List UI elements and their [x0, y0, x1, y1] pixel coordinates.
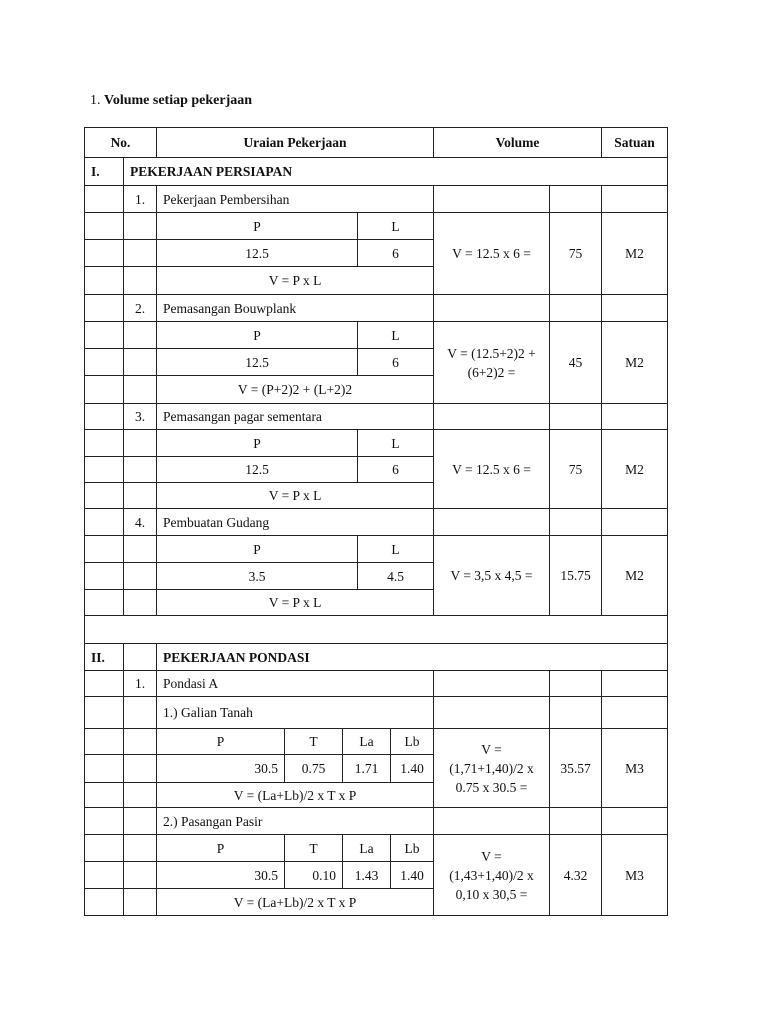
la-value: 1.43 [342, 861, 391, 889]
blank-cell [84, 375, 124, 404]
blank-cell [549, 670, 602, 697]
blank-cell [601, 670, 668, 697]
la-header: La [342, 728, 391, 755]
header-satuan: Satuan [601, 127, 668, 158]
blank-cell [123, 482, 157, 509]
lb-value: 1.40 [390, 754, 434, 783]
blank-cell [601, 807, 668, 835]
blank-cell [123, 266, 157, 295]
blank-cell [84, 403, 124, 430]
formula: V = P x L [156, 266, 434, 295]
l-value: 6 [357, 348, 434, 376]
section-ii-number: II. [84, 643, 124, 671]
blank-cell [84, 696, 124, 729]
heading-title: Volume setiap pekerjaan [104, 93, 253, 108]
blank-cell [84, 212, 124, 240]
section-i-number: I. [84, 157, 124, 186]
spacer-row [84, 615, 668, 644]
blank-cell [123, 429, 157, 457]
unit: M2 [601, 212, 668, 295]
volume-calc-line: 0.75 x 30.5 = [455, 779, 528, 795]
l-value: 6 [357, 239, 434, 267]
blank-cell [84, 456, 124, 483]
blank-cell [433, 185, 550, 213]
blank-cell [433, 696, 550, 729]
blank-cell [84, 728, 124, 755]
blank-cell [123, 562, 157, 590]
item-number: 3. [123, 403, 157, 430]
formula: V = (La+Lb)/2 x T x P [156, 888, 434, 916]
la-header: La [342, 834, 391, 862]
t-value: 0.75 [284, 754, 343, 783]
blank-cell [84, 429, 124, 457]
p-header: P [156, 834, 285, 862]
blank-cell [123, 728, 157, 755]
blank-cell [84, 266, 124, 295]
unit: M2 [601, 535, 668, 616]
p-value: 12.5 [156, 239, 358, 267]
l-header: L [357, 535, 434, 563]
blank-cell [601, 294, 668, 322]
blank-cell [123, 589, 157, 616]
p-value: 12.5 [156, 348, 358, 376]
heading-number: 1. [90, 93, 101, 108]
blank-cell [123, 321, 157, 349]
blank-cell [84, 508, 124, 536]
item-name: Pemasangan pagar sementara [156, 403, 434, 430]
blank-cell [549, 403, 602, 430]
unit: M2 [601, 321, 668, 404]
sub-item-name: 1.) Galian Tanah [156, 696, 434, 729]
blank-cell [84, 321, 124, 349]
volume-calc: V = 12.5 x 6 = [433, 212, 550, 295]
blank-cell [123, 212, 157, 240]
blank-cell [84, 535, 124, 563]
t-header: T [284, 728, 343, 755]
blank-cell [123, 754, 157, 783]
blank-cell [84, 782, 124, 808]
lb-header: Lb [390, 834, 434, 862]
blank-cell [123, 807, 157, 835]
t-header: T [284, 834, 343, 862]
item-name: Pondasi A [156, 670, 434, 697]
blank-cell [84, 670, 124, 697]
blank-cell [84, 562, 124, 590]
blank-cell [549, 807, 602, 835]
blank-cell [123, 239, 157, 267]
t-value: 0.10 [284, 861, 343, 889]
blank-cell [601, 508, 668, 536]
volume-value: 75 [549, 212, 602, 295]
blank-cell [84, 807, 124, 835]
l-header: L [357, 212, 434, 240]
volume-calc-line: (1,71+1,40)/2 x [449, 760, 534, 776]
blank-cell [123, 782, 157, 808]
p-value: 30.5 [156, 754, 285, 783]
blank-cell [549, 185, 602, 213]
volume-value: 35.57 [549, 728, 602, 808]
formula: V = P x L [156, 482, 434, 509]
blank-cell [84, 888, 124, 916]
blank-cell [84, 294, 124, 322]
blank-cell [549, 696, 602, 729]
blank-cell [123, 643, 157, 671]
formula: V = (La+Lb)/2 x T x P [156, 782, 434, 808]
blank-cell [84, 754, 124, 783]
blank-cell [84, 861, 124, 889]
volume-calc [433, 728, 550, 808]
volume-calc-line: (1,43+1,40)/2 x [449, 867, 534, 883]
la-value: 1.71 [342, 754, 391, 783]
blank-cell [84, 482, 124, 509]
blank-cell [433, 508, 550, 536]
volume-calc-line: V = [481, 741, 502, 757]
blank-cell [433, 403, 550, 430]
blank-cell [123, 375, 157, 404]
blank-cell [601, 185, 668, 213]
volume-calc [433, 834, 550, 916]
volume-value: 4.32 [549, 834, 602, 916]
blank-cell [433, 294, 550, 322]
blank-cell [123, 696, 157, 729]
p-header: P [156, 429, 358, 457]
l-header: L [357, 321, 434, 349]
blank-cell [123, 888, 157, 916]
blank-cell [601, 403, 668, 430]
l-value: 4.5 [357, 562, 434, 590]
unit: M2 [601, 429, 668, 509]
lb-value: 1.40 [390, 861, 434, 889]
header-volume: Volume [433, 127, 602, 158]
section-i-title: PEKERJAAN PERSIAPAN [123, 157, 668, 186]
header-uraian: Uraian Pekerjaan [156, 127, 434, 158]
blank-cell [123, 456, 157, 483]
blank-cell [123, 535, 157, 563]
item-number: 4. [123, 508, 157, 536]
item-number: 2. [123, 294, 157, 322]
formula: V = (P+2)2 + (L+2)2 [156, 375, 434, 404]
blank-cell [433, 807, 550, 835]
blank-cell [84, 239, 124, 267]
item-name: Pemasangan Bouwplank [156, 294, 434, 322]
blank-cell [123, 834, 157, 862]
item-number: 1. [123, 670, 157, 697]
blank-cell [123, 861, 157, 889]
item-name: Pembuatan Gudang [156, 508, 434, 536]
volume-calc-line: V = [481, 848, 502, 864]
volume-value: 15.75 [549, 535, 602, 616]
p-header: P [156, 535, 358, 563]
blank-cell [123, 348, 157, 376]
blank-cell [601, 696, 668, 729]
blank-cell [84, 834, 124, 862]
item-number: 1. [123, 185, 157, 213]
p-header: P [156, 321, 358, 349]
header-no: No. [84, 127, 157, 158]
item-name: Pekerjaan Pembersihan [156, 185, 434, 213]
volume-value: 75 [549, 429, 602, 509]
volume-calc: V = 12.5 x 6 = [433, 429, 550, 509]
p-header: P [156, 212, 358, 240]
p-value: 12.5 [156, 456, 358, 483]
section-ii-title: PEKERJAAN PONDASI [156, 643, 668, 671]
p-value: 30.5 [156, 861, 285, 889]
p-value: 3.5 [156, 562, 358, 590]
volume-calc-line: 0,10 x 30,5 = [455, 886, 528, 902]
unit: M3 [601, 834, 668, 916]
blank-cell [433, 670, 550, 697]
blank-cell [549, 294, 602, 322]
l-header: L [357, 429, 434, 457]
volume-calc: V = (12.5+2)2 + (6+2)2 = [433, 321, 550, 404]
l-value: 6 [357, 456, 434, 483]
blank-cell [84, 589, 124, 616]
formula: V = P x L [156, 589, 434, 616]
sub-item-name: 2.) Pasangan Pasir [156, 807, 434, 835]
p-header: P [156, 728, 285, 755]
blank-cell [84, 348, 124, 376]
blank-cell [549, 508, 602, 536]
lb-header: Lb [390, 728, 434, 755]
blank-cell [84, 185, 124, 213]
volume-value: 45 [549, 321, 602, 404]
volume-calc: V = 3,5 x 4,5 = [433, 535, 550, 616]
unit: M3 [601, 728, 668, 808]
